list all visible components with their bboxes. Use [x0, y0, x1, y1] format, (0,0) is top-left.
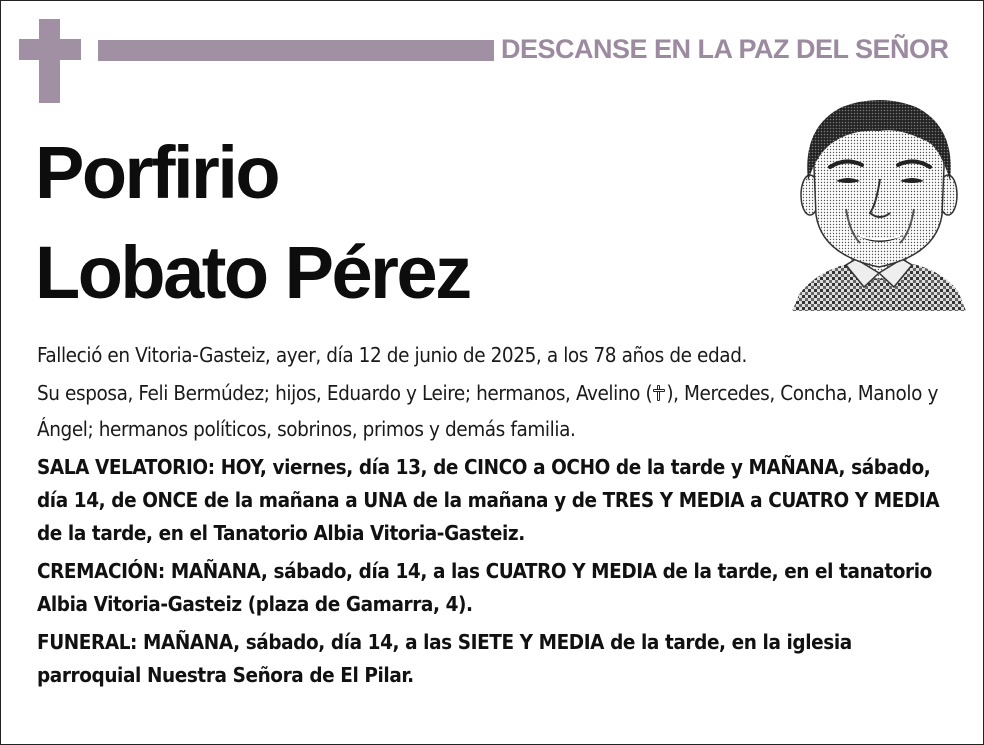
deceased-cross-icon	[653, 385, 665, 401]
obituary-body	[37, 338, 957, 704]
portrait-photo	[790, 97, 968, 311]
family-text-start: Su esposa, Feli Bermúdez; hijos, Eduardo y Leire; hermanos, Avelino (	[37, 381, 653, 405]
family-text-end: ), Mercedes, Concha, Manolo y Ángel; hermanos políticos, sobrinos, primos y demás familia.	[37, 381, 938, 441]
family-paragraph	[37, 375, 957, 447]
cross-icon-vertical-bar	[39, 19, 60, 103]
deceased-first-name: Porfirio	[35, 131, 279, 214]
cross-icon-horizontal-bar	[19, 39, 81, 60]
death-notice-paragraph: Falleció en Vitoria-Gasteiz, ayer, día 12 de junio de 2025, a los 78 años de edad.	[37, 343, 747, 367]
header-rule	[98, 40, 494, 61]
funeral-paragraph: FUNERAL: MAÑANA, sábado, día 14, a las SIETE Y MEDIA de la tarde, en la iglesia parroquial Nuestra Señora de El Pilar.	[37, 630, 852, 687]
deceased-last-names: Lobato Pérez	[35, 231, 470, 314]
header-title: DESCANSE EN LA PAZ DEL SEÑOR	[501, 34, 949, 64]
cremacion-paragraph: CREMACIÓN: MAÑANA, sábado, día 14, a las CUATRO Y MEDIA de la tarde, en el tanatorio Albia Vitoria-Gasteiz (plaza de Gamarra, 4).	[37, 559, 932, 616]
velatorio-paragraph: SALA VELATORIO: HOY, viernes, día 13, de CINCO a OCHO de la tarde y MAÑANA, sábado, día 14, de ONCE de la mañana a UNA de la mañana y de TRES Y MEDIA a CUATRO Y MEDIA de la tarde, en el Tanatorio Albia Vitoria-Gasteiz.	[37, 455, 940, 545]
